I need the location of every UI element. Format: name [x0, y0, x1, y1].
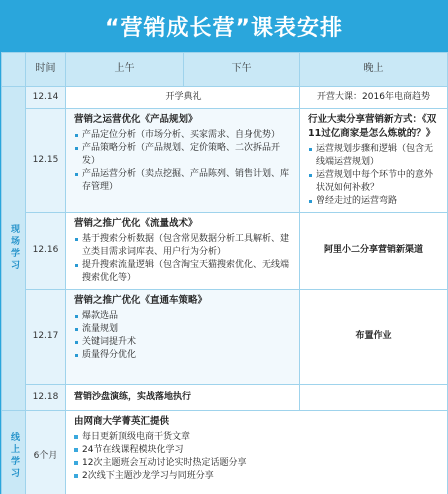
table-row — [2, 87, 448, 109]
course-title: 营销之运营优化《产品规划》 — [74, 114, 198, 126]
list-item: 基于搜索分析数据（包含常见数据分析工具解析、建立类目需求词库表、用户行为分析） — [74, 233, 293, 259]
table-row — [2, 410, 448, 494]
row-daytime — [66, 212, 300, 289]
list-item: 产品运营分析（卖点挖掘、产品陈列、销售计划、库存管理） — [74, 168, 293, 194]
list-item: 质量得分优化 — [74, 349, 293, 362]
row-date: 12.18 — [26, 384, 66, 410]
schedule-table — [1, 52, 448, 494]
row-evening: 阿里小二分享营销新渠道 — [300, 212, 448, 289]
header-time: 时间 — [26, 53, 66, 87]
list-item: 每日更新顶级电商干货文章 — [74, 431, 441, 444]
header-evening: 晚上 — [300, 53, 448, 87]
course-title: 营销之推广优化《直通车策略》 — [74, 294, 208, 306]
row-date: 12.15 — [26, 109, 66, 213]
section-online: 线上学习 — [2, 410, 26, 494]
table-row — [2, 384, 448, 410]
page-title: “营销成长营”课表安排 — [105, 15, 343, 41]
row-daytime: 营销沙盘演练，实战落地执行 — [66, 384, 300, 410]
header-am: 上午 — [66, 53, 184, 87]
table-row — [2, 212, 448, 289]
page-header — [0, 0, 448, 52]
list-item: 运营规划步骤和逻辑（包含无线端运营规划） — [308, 143, 439, 169]
header-pm: 下午 — [184, 53, 300, 87]
row-daytime — [66, 109, 300, 213]
list-item: 2次线下主题沙龙学习与同班分享 — [74, 470, 441, 483]
row-date: 12.17 — [26, 289, 66, 384]
list-item: 24节在线课程模块化学习 — [74, 444, 441, 457]
row-online-content — [66, 410, 448, 494]
row-date: 12.16 — [26, 212, 66, 289]
list-item: 运营规划中每个环节中的意外状况如何补救？ — [308, 169, 439, 195]
row-evening: 开营大课：2016年电商趋势 — [300, 87, 448, 109]
row-evening — [300, 384, 448, 410]
table-row — [2, 289, 448, 384]
row-evening — [300, 109, 448, 213]
row-date: 6个月 — [26, 410, 66, 494]
list-item: 12次主题班会互动讨论实时热定话题分享 — [74, 457, 441, 470]
section-onsite: 现场学习 — [2, 87, 26, 411]
list-item: 产品策略分析（产品规划、定价策略、二次拆品开发） — [74, 142, 293, 168]
row-daytime — [66, 289, 300, 384]
list-item: 产品定位分析（市场分析、买家需求、自身优势） — [74, 129, 293, 142]
list-item: 关键词提升术 — [74, 336, 293, 349]
table-row — [2, 109, 448, 213]
row-daytime: 开学典礼 — [66, 87, 300, 109]
course-title: 营销之推广优化《流量战术》 — [74, 217, 198, 229]
list-item: 流量规划 — [74, 323, 293, 336]
row-date: 12.14 — [26, 87, 66, 109]
course-title: 由网商大学菁英汇提供 — [74, 415, 170, 427]
evening-title: 行业大卖分享营销新方式：《双11过亿商家是怎么炼就的？》 — [308, 114, 437, 139]
row-evening: 布置作业 — [300, 289, 448, 384]
list-item: 提升搜索流量逻辑（包含淘宝天猫搜索优化、无线端搜索优化等） — [74, 259, 293, 285]
header-section — [2, 53, 26, 87]
table-header-row — [2, 53, 448, 87]
list-item: 爆款选品 — [74, 310, 293, 323]
list-item: 曾经走过的运营弯路 — [308, 195, 439, 208]
